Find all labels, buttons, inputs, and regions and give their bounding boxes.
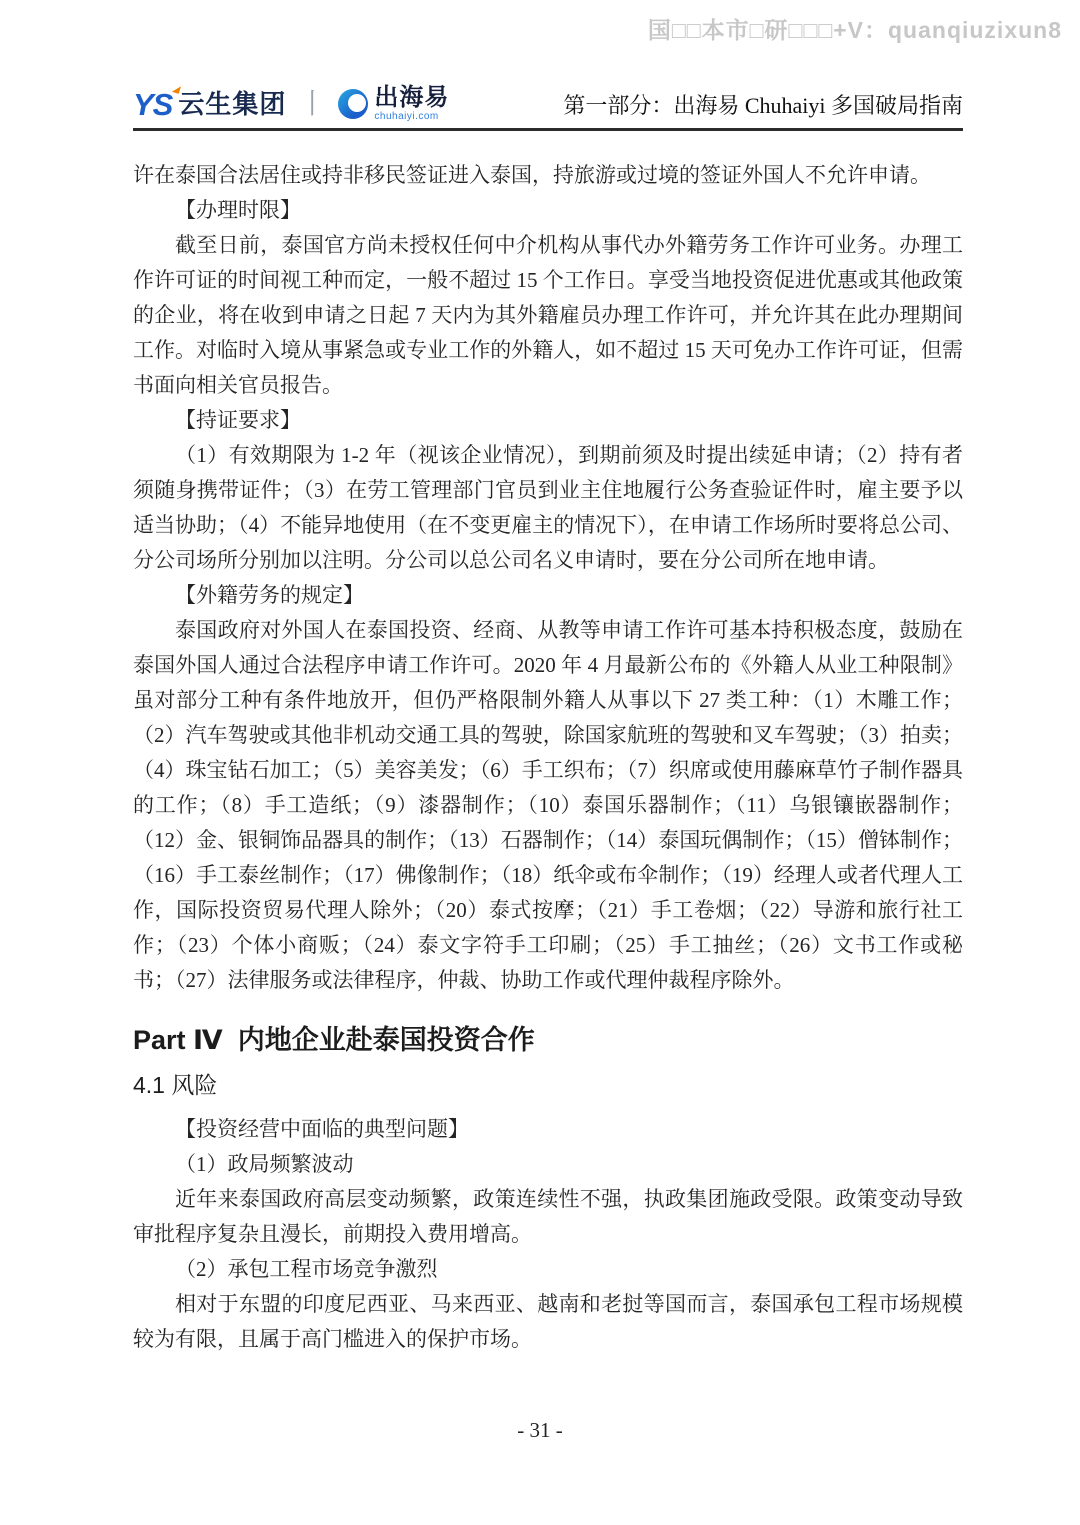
logo-divider: 丨 bbox=[298, 88, 327, 119]
section-heading-4-1: 4.1 风险 bbox=[133, 1072, 218, 1099]
list-item-1: （1）政局频繁波动 bbox=[175, 1151, 354, 1176]
paragraph-permit-requirements: （1）有效期限为 1-2 年（视该企业情况），到期前须及时提出续延申请；（2）持有者须随身携带证件；（3）在劳工管理部门官员到业主住地履行公务查验证件时，雇主要予以适当协助；（4）不能异地使用（在不变更雇主的情况下），在申请工作场所时要将总公司、分公司场所分别加以注明。分公司以总公司名义申请时，要在分公司所在地申请。 bbox=[133, 443, 963, 572]
page-header bbox=[133, 86, 963, 122]
ys-logo-text: YS bbox=[133, 86, 173, 122]
watermark-text: 国□□本市□研□□□+V：quanqiuzixun8 bbox=[647, 17, 1062, 43]
chuhaiyi-domain: chuhaiyi.com bbox=[374, 111, 439, 122]
paragraph-processing-time: 截至日前，泰国官方尚未授权任何中介机构从事代办外籍劳务工作许可业务。办理工作许可证的时间视工种而定，一般不超过 15 个工作日。享受当地投资促进优惠或其他政策的企业，将在收到申请之日起 7 天内为其外籍雇员办理工作许可，并允许其在此办理期间工作。对临时入境从事紧急或专业工作的外籍人，如不超过 15 天可免办工作许可证，但需书面向相关官员报告。 bbox=[133, 233, 963, 397]
bracket-heading-permit-requirements: 【持证要求】 bbox=[175, 408, 301, 432]
chuhaiyi-c-swirl-icon bbox=[338, 89, 368, 119]
paragraph-contracting-market: 相对于东盟的印度尼西亚、马来西亚、越南和老挝等国而言，泰国承包工程市场规模较为有限，且属于高门槛进入的保护市场。 bbox=[133, 1291, 963, 1351]
bracket-heading-typical-problems: 【投资经营中面临的典型问题】 bbox=[175, 1116, 469, 1141]
continued-paragraph: 许在泰国合法居住或持非移民签证进入泰国，持旅游或过境的签证外国人不允许申请。 bbox=[133, 163, 931, 187]
ys-yunsheng-logo bbox=[133, 86, 287, 122]
list-item-2: （2）承包工程市场竞争激烈 bbox=[175, 1256, 438, 1281]
document-body bbox=[133, 158, 963, 1357]
ys-company-name: 云生集团 bbox=[178, 89, 287, 119]
chuhaiyi-logo-text bbox=[374, 86, 449, 122]
part-heading: Part Ⅳ 内地企业赴泰国投资合作 bbox=[133, 1025, 535, 1055]
paragraph-political-volatility: 近年来泰国政府高层变动频繁，政策连续性不强，执政集团施政受限。政策变动导致审批程序复杂且漫长，前期投入费用增高。 bbox=[133, 1186, 963, 1246]
page-number: - 31 - bbox=[517, 1418, 563, 1442]
bracket-heading-processing-time: 【办理时限】 bbox=[175, 198, 301, 222]
logo-group bbox=[133, 86, 449, 122]
running-head-section-title: 第一部分：出海易 Chuhaiyi 多国破局指南 bbox=[563, 93, 963, 118]
bracket-heading-foreign-labor-rules: 【外籍劳务的规定】 bbox=[175, 583, 364, 607]
page-footer bbox=[0, 1418, 1080, 1443]
chuhaiyi-logo bbox=[338, 86, 449, 122]
chuhaiyi-name: 出海易 bbox=[374, 84, 450, 111]
paragraph-foreign-labor-rules: 泰国政府对外国人在泰国投资、经商、从教等申请工作许可基本持积极态度，鼓励在泰国外国人通过合法程序申请工作许可。2020 年 4 月最新公布的《外籍人从业工种限制》虽对部分工种有条件地放开，但仍严格限制外籍人从事以下 27 类工种：（1）木雕工作；（2）汽车驾驶或其他非机动交通工具的驾驶，除国家航班的驾驶和叉车驾驶；（3）拍卖；（4）珠宝钻石加工；（5）美容美发；（6）手工织布；（7）织席或使用藤麻草竹子制作器具的工作；（8）手工造纸；（9）漆器制作；（10）泰国乐器制作；（11）乌银镶嵌器制作；（12）金、银铜饰品器具的制作；（13）石器制作；（14）泰国玩偶制作；（15）僧钵制作；（16）手工泰丝制作；（17）佛像制作；（18）纸伞或布伞制作；（19）经理人或者代理人工作，国际投资贸易代理人除外；（20）泰式按摩；（21）手工卷烟；（22）导游和旅行社工作；（23）个体小商贩；（24）泰文字符手工印刷；（25）手工抽丝；（26）文书工作或秘书；（27）法律服务或法律程序，仲裁、协助工作或代理仲裁程序除外。 bbox=[133, 618, 963, 992]
ys-logomark bbox=[133, 86, 173, 122]
header-rule bbox=[133, 128, 963, 131]
